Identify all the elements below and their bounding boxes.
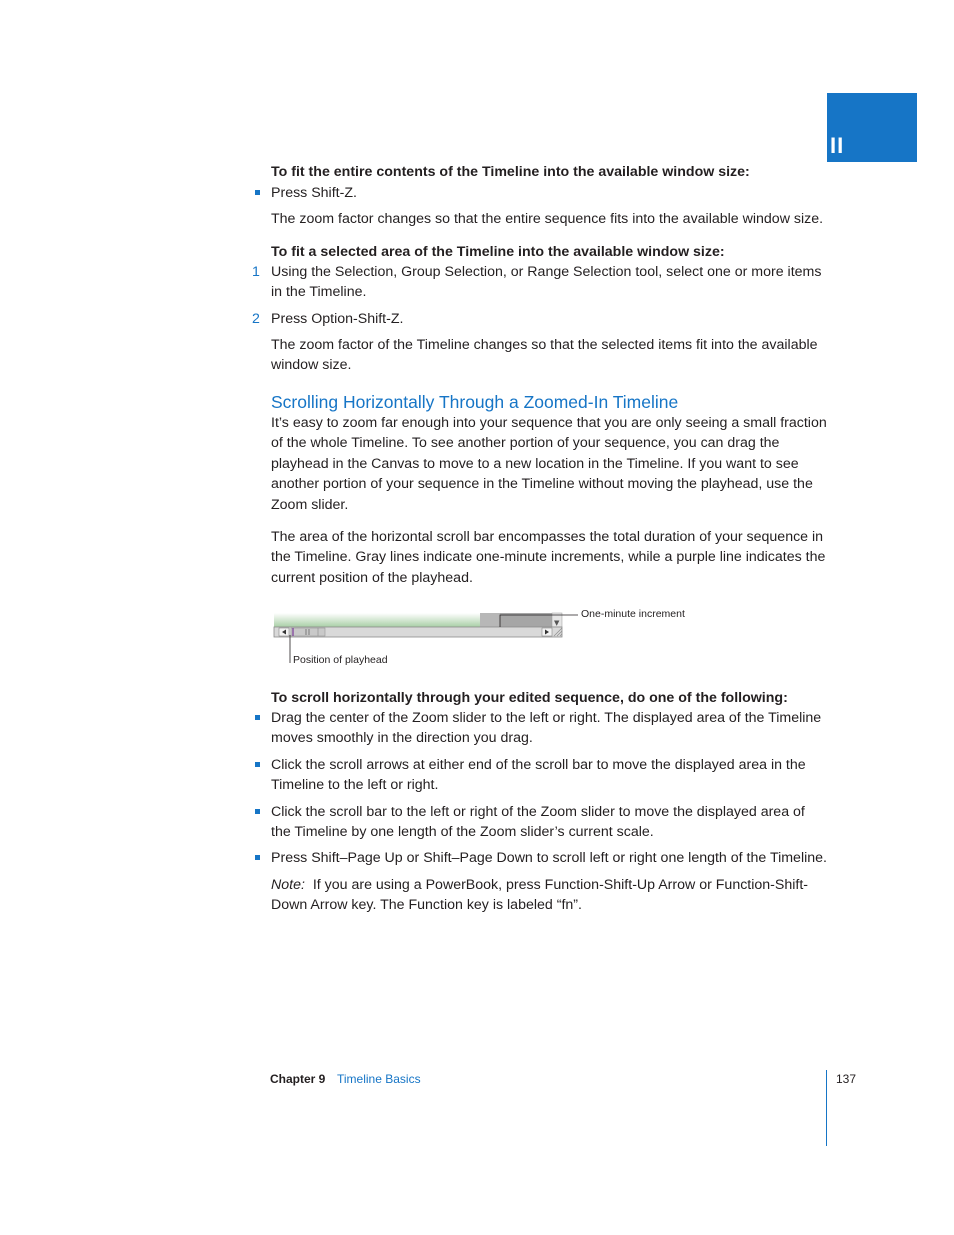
footer-chapter-title: Timeline Basics <box>337 1072 421 1086</box>
timeline-track-green <box>274 613 480 627</box>
bullet-icon <box>255 855 260 860</box>
step-text: Press Option-Shift-Z. <box>271 311 404 327</box>
list-item-text: Click the scroll bar to the left or right of the Zoom slider to move the displayed area of the Timeline by one length of the Zoom slider’s current scale. <box>271 804 805 841</box>
down-arrow-icon: ▼ <box>554 619 560 627</box>
list-item <box>271 755 827 796</box>
list-item <box>271 183 827 203</box>
note-text: If you are using a PowerBook, press Function-Shift-Up Arrow or Function-Shift-Down Arrow key. The Function key is labeled “fn”. <box>271 877 809 914</box>
part-tab <box>827 93 917 162</box>
bullet-icon <box>255 715 260 720</box>
body-paragraph: It’s easy to zoom far enough into your sequence that you are only seeing a small fraction of the whole Timeline. To see another portion of your sequence, you can drag the playhead in the Canvas to move to a new location in the Timeline. If you want to see another portion of your sequence in the Timeline without moving the playhead, use the Zoom slider. <box>271 415 827 513</box>
part-tab-label: II <box>830 133 845 158</box>
result-paragraph: The zoom factor changes so that the entire sequence fits into the available window size. <box>271 211 824 227</box>
callout-position-of-playhead: Position of playhead <box>293 654 388 666</box>
footer-chapter: Chapter 9 <box>270 1072 326 1086</box>
step-text: Using the Selection, Group Selection, or Range Selection tool, select one or more items in the Timeline. <box>271 264 822 301</box>
step-number: 2 <box>252 311 260 327</box>
list-item <box>271 848 827 868</box>
scrollbar-figure <box>270 605 710 673</box>
list-item-text: Press Shift-Z. <box>271 185 357 201</box>
task-heading-scroll: To scroll horizontally through your edited sequence, do one of the following: <box>271 690 788 706</box>
step-item <box>252 262 827 303</box>
list-item <box>271 708 827 749</box>
section-title: Scrolling Horizontally Through a Zoomed-In Timeline <box>271 392 679 412</box>
result-paragraph: The zoom factor of the Timeline changes so that the selected items fit into the available window size. <box>271 337 818 374</box>
list-item-text: Press Shift–Page Up or Shift–Page Down to scroll left or right one length of the Timeline. <box>271 850 827 866</box>
callout-one-minute-increment: One-minute increment <box>581 608 685 620</box>
step-item <box>252 309 827 329</box>
footer-divider <box>826 1070 827 1146</box>
task-heading-fit-entire: To fit the entire contents of the Timeline into the available window size: <box>271 164 750 180</box>
task-heading-fit-selected: To fit a selected area of the Timeline into the available window size: <box>271 244 725 260</box>
bullet-icon <box>255 762 260 767</box>
list-item-text: Click the scroll arrows at either end of the scroll bar to move the displayed area in the Timeline to the left or right. <box>271 757 806 794</box>
bullet-icon <box>255 190 260 195</box>
body-paragraph: The area of the horizontal scroll bar encompasses the total duration of your sequence in the Timeline. Gray lines indicate one-minute increments, while a purple line indicates the current position of the playhead. <box>271 529 826 586</box>
bullet-icon <box>255 809 260 814</box>
page-number: 137 <box>836 1072 857 1086</box>
note-label: Note: <box>271 877 305 893</box>
timeline-track-gray <box>480 613 500 627</box>
note-paragraph <box>271 875 827 916</box>
step-number: 1 <box>252 264 260 280</box>
list-item <box>271 802 827 843</box>
list-item-text: Drag the center of the Zoom slider to the left or right. The displayed area of the Timeline moves smoothly in the direction you drag. <box>271 710 822 747</box>
zoom-slider-thumb <box>291 628 325 636</box>
